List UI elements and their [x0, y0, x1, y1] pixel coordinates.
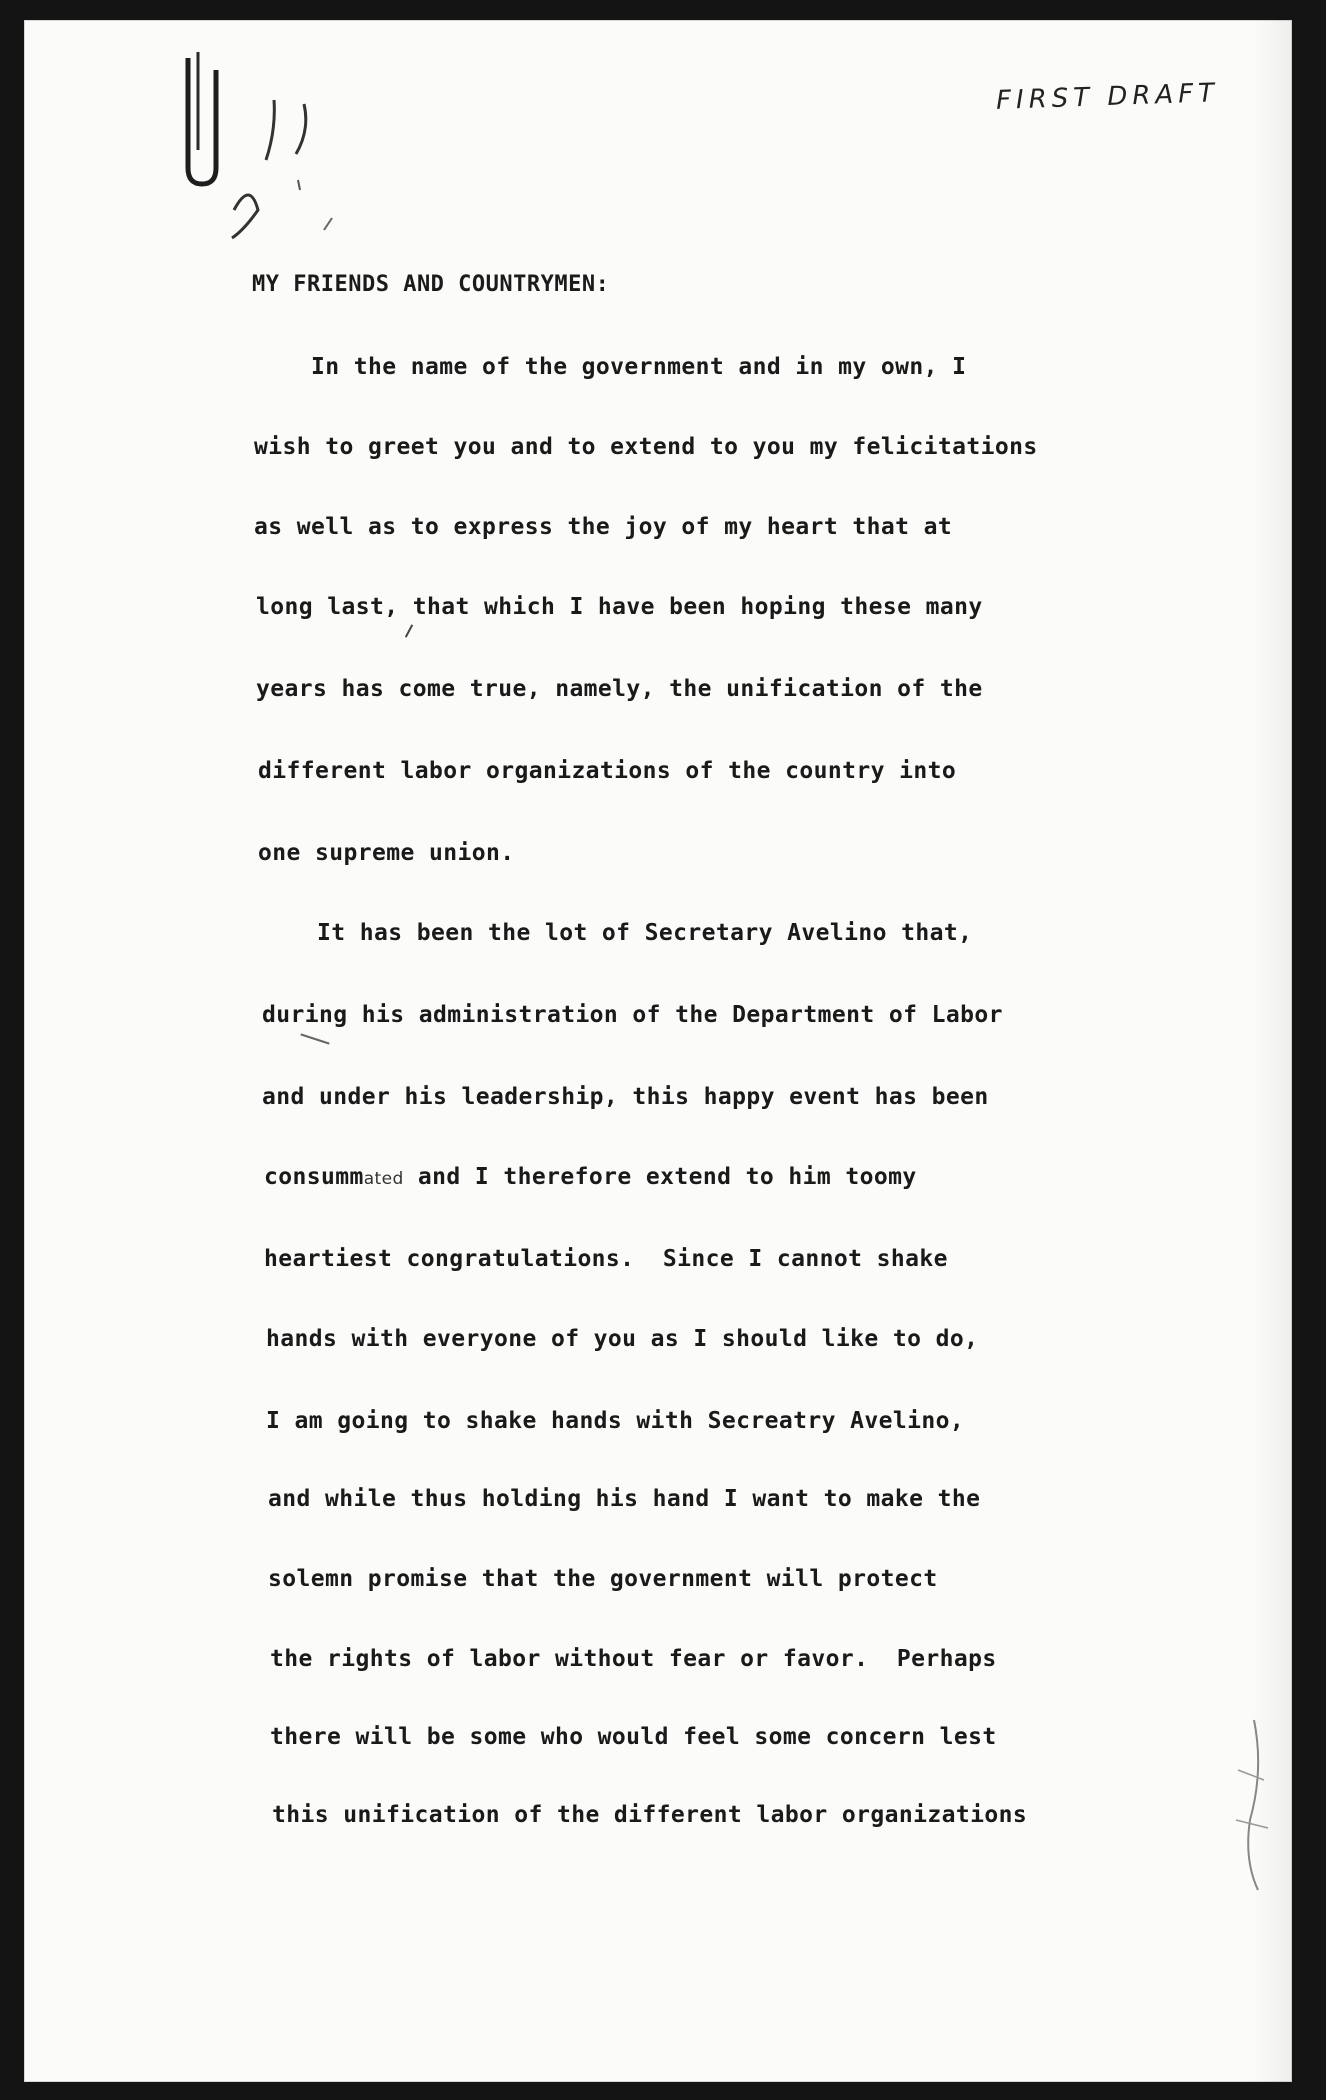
document-page: [24, 20, 1292, 2082]
interlinear-insertion: ated: [363, 1169, 404, 1189]
text-line-6: different labor organizations of the country into: [258, 758, 957, 784]
text-line-11-middle: and I therefore extend to him too: [403, 1164, 889, 1190]
salutation: MY FRIENDS AND COUNTRYMEN:: [252, 272, 610, 297]
text-line-18: there will be some who would feel some concern lest: [270, 1724, 997, 1750]
text-line-17: the rights of labor without fear or favor. Perhaps: [270, 1646, 997, 1672]
margin-scribble: [1224, 1710, 1284, 1900]
text-line-12: heartiest congratulations. Since I cannot shake: [264, 1246, 948, 1272]
text-line-14: I am going to shake hands with Secreatry Avelino,: [266, 1408, 965, 1434]
edit-mark: [405, 624, 413, 637]
text-line-19: this unification of the different labor organizations: [272, 1802, 1028, 1828]
text-line-7: one supreme union.: [258, 840, 515, 866]
edit-mark: [300, 1033, 329, 1044]
text-line-13: hands with everyone of you as I should like to do,: [266, 1326, 979, 1352]
text-line-3: as well as to express the joy of my heart that at: [254, 514, 953, 540]
text-line-11-start: consumm: [264, 1164, 364, 1190]
text-line-16: solemn promise that the government will protect: [268, 1566, 938, 1592]
handwritten-scribble: [214, 90, 334, 250]
text-line-10: and under his leadership, this happy event has been: [262, 1084, 989, 1110]
text-line-4: long last, that which I have been hoping these many: [256, 594, 983, 620]
text-line-11-end: my: [888, 1164, 917, 1190]
text-line-11: [264, 1164, 917, 1190]
text-line-15: and while thus holding his hand I want to make the: [268, 1486, 981, 1512]
text-line-8: It has been the lot of Secretary Avelino that,: [260, 920, 973, 946]
text-line-2: wish to greet you and to extend to you my felicitations: [254, 434, 1038, 460]
first-draft-annotation: FIRST DRAFT: [995, 78, 1220, 116]
text-line-9: during his administration of the Department of Labor: [262, 1002, 1003, 1028]
text-line-1: In the name of the government and in my own, I: [254, 354, 967, 380]
text-line-5: years has come true, namely, the unification of the: [256, 676, 983, 702]
